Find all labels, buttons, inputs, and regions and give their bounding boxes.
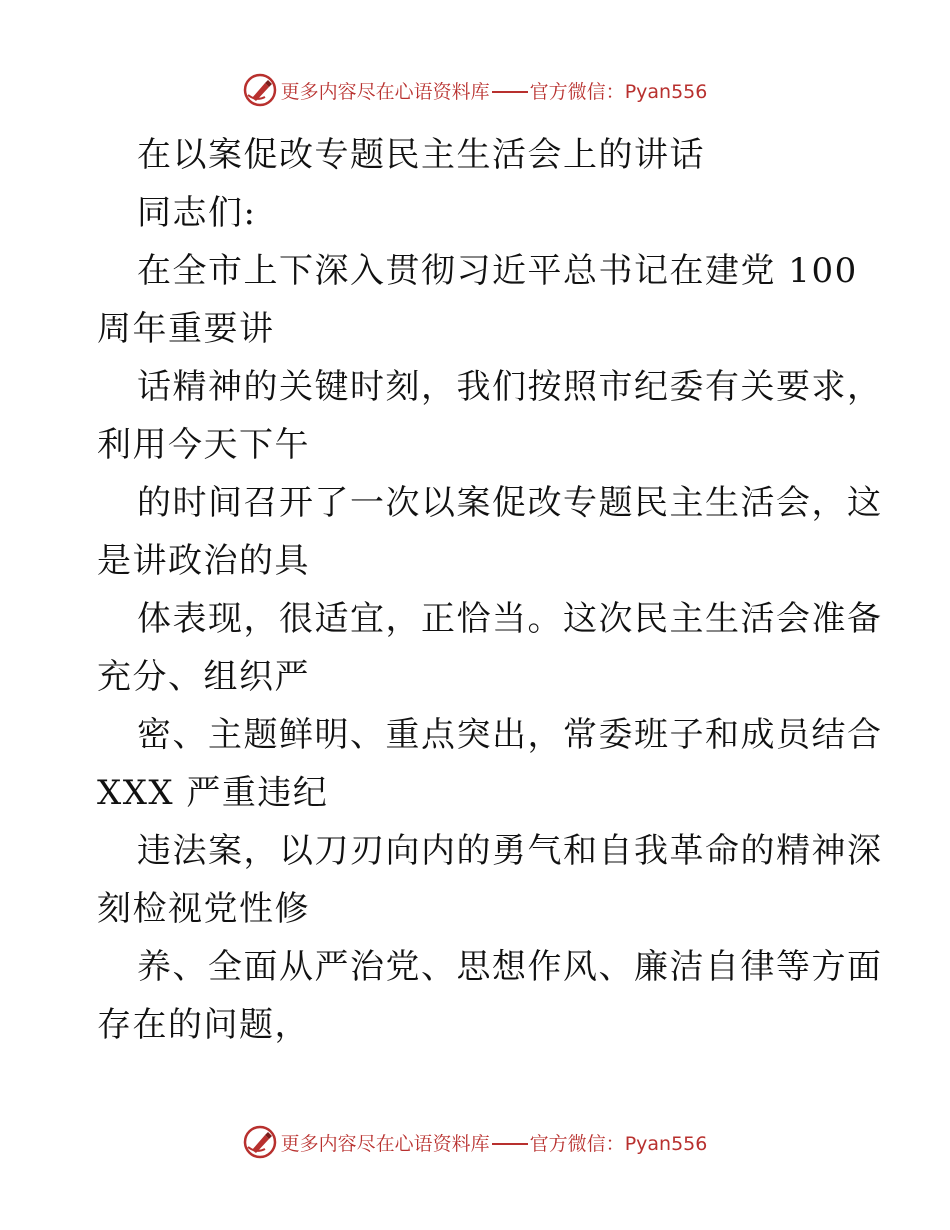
red-pen-seal-logo-icon xyxy=(243,73,277,107)
paragraph-line: 话精神的关键时刻，我们按照市纪委有关要求， xyxy=(137,367,883,407)
document-body xyxy=(97,126,883,1054)
paragraph-line: 的时间召开了一次以案促改专题民主生活会，这 xyxy=(137,483,883,523)
paragraph-line: 充分、组织严 xyxy=(97,657,310,697)
wechat-label: 官方微信： xyxy=(529,80,625,103)
paragraph-line: 存在的问题， xyxy=(97,1005,310,1045)
document-title: 在以案促改专题民主生活会上的讲话 xyxy=(137,135,705,175)
site-name: 更多内容尽在心语资料库 xyxy=(280,1132,490,1155)
paragraph-line: 养、全面从严治党、思想作风、廉洁自律等方面 xyxy=(137,947,883,987)
wechat-id: Pyan556 xyxy=(624,1132,708,1155)
header-watermark-text xyxy=(281,77,708,104)
footer-watermark-text xyxy=(281,1129,708,1156)
footer-watermark-banner xyxy=(0,1122,950,1162)
site-name: 更多内容尽在心语资料库 xyxy=(280,80,490,103)
red-pen-seal-logo-icon xyxy=(243,1125,277,1159)
paragraph-line: 违法案，以刀刃向内的勇气和自我革命的精神深 xyxy=(137,831,883,871)
dash-divider xyxy=(492,1143,528,1145)
paragraph-line: 同志们: xyxy=(137,193,257,233)
wechat-label: 官方微信： xyxy=(529,1132,625,1155)
paragraph-line: 利用今天下午 xyxy=(97,425,310,465)
paragraph-line: 密、主题鲜明、重点突出，常委班子和成员结合 xyxy=(137,715,883,755)
header-watermark-banner xyxy=(0,70,950,110)
dash-divider xyxy=(492,91,528,93)
paragraph-line: 是讲政治的具 xyxy=(97,541,310,581)
wechat-id: Pyan556 xyxy=(624,80,708,103)
paragraph-line: 在全市上下深入贯彻习近平总书记在建党 100 xyxy=(137,251,858,291)
paragraph-line: 刻检视党性修 xyxy=(97,889,310,929)
paragraph-line: XXX 严重违纪 xyxy=(97,773,329,813)
paragraph-line: 体表现，很适宜，正恰当。这次民主生活会准备 xyxy=(137,599,883,639)
paragraph-line: 周年重要讲 xyxy=(97,309,275,349)
